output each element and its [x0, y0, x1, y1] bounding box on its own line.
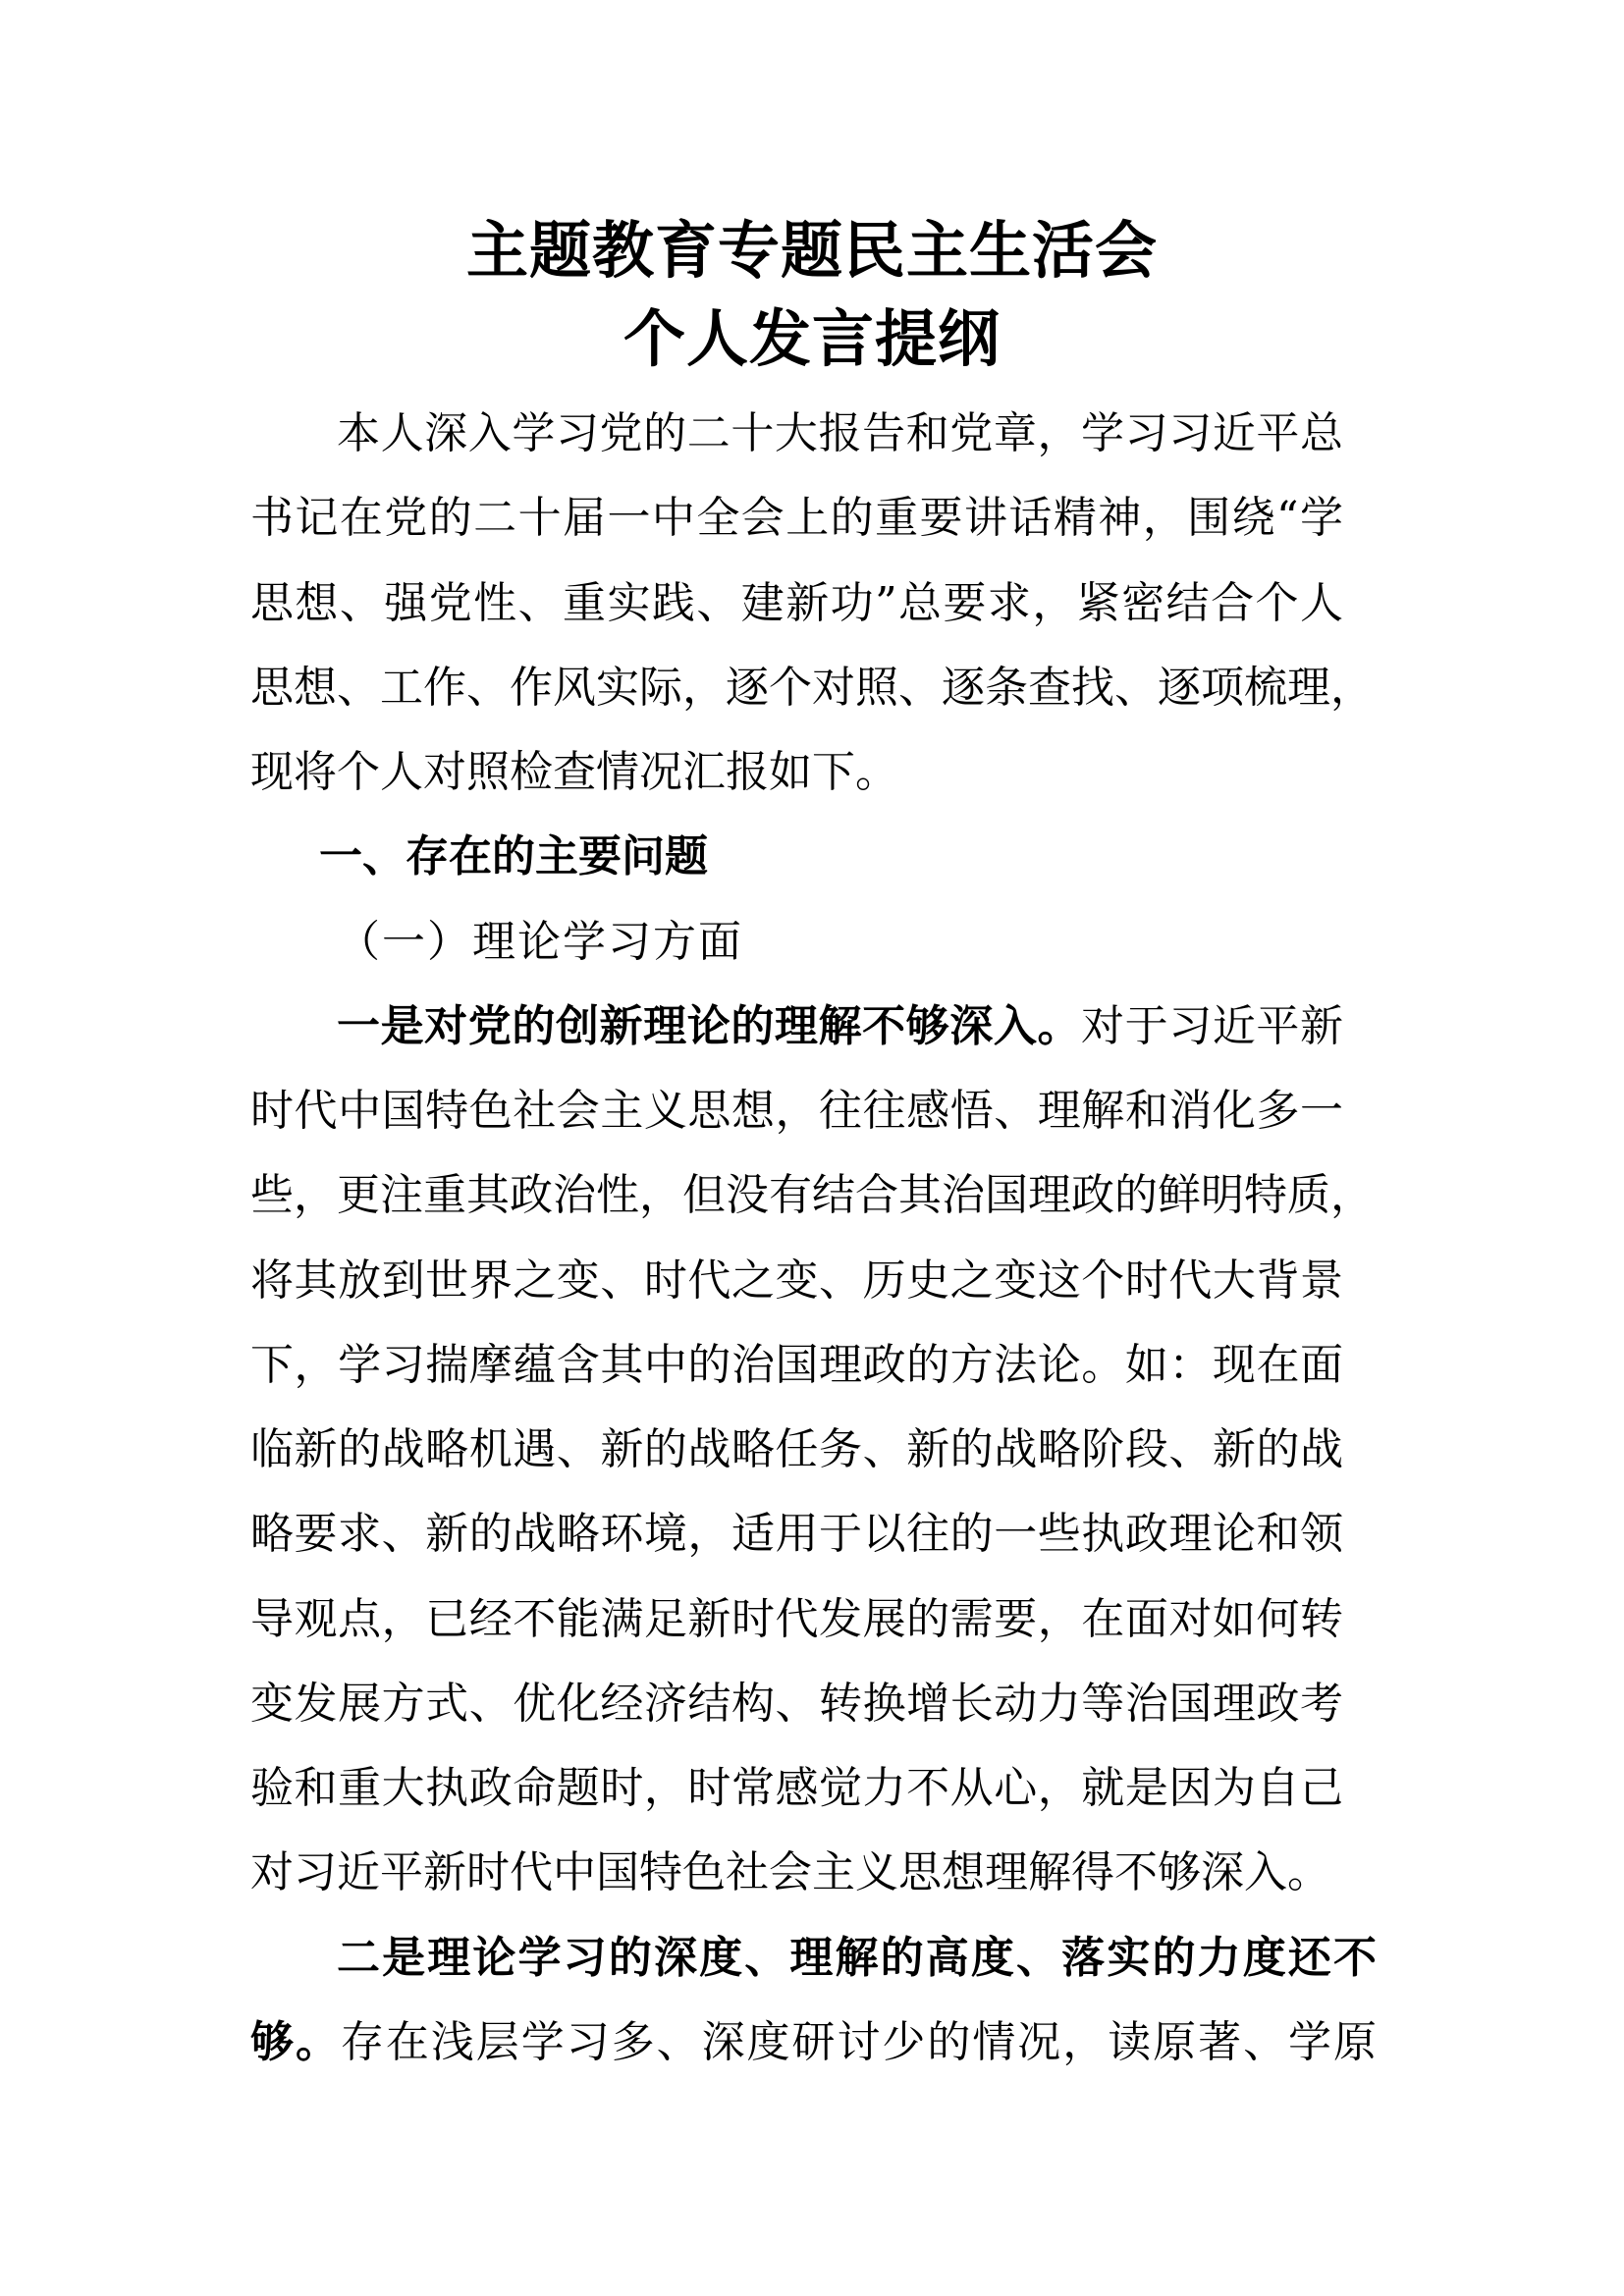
text-line: [250, 2001, 1377, 2085]
text-line: 思想、强党性、重实践、建新功”总要求，紧密结合个人: [250, 577, 1343, 628]
text-line: 时代中国特色社会主义思想，往往感悟、理解和消化多一: [250, 1086, 1343, 1136]
document-title-line-2: 个人发言提纲: [623, 302, 1001, 375]
text-line: [250, 985, 1343, 1069]
document-title-line-1: 主题教育专题民主生活会: [466, 214, 1158, 287]
point-1-text: 对于习近平新: [1081, 1000, 1344, 1051]
text-line: 现将个人对照检查情况汇报如下。: [250, 747, 898, 797]
point-2-paragraph: [250, 1916, 1378, 2086]
section-heading: 一、存在的主要问题: [319, 831, 708, 882]
intro-paragraph: [250, 392, 1374, 815]
document-body: [250, 392, 1378, 2085]
text-line: 本人深入学习党的二十大报告和党章，学习习近平总: [337, 408, 1343, 458]
point-2-lead: 二是理论学习的深度、理解的高度、落实的力度还不: [337, 1932, 1377, 1983]
text-line: 些，更注重其政治性，但没有结合其治国理政的鲜明特质，: [250, 1170, 1374, 1221]
point-1-lead: 一是对党的创新理论的理解不够深入。: [337, 1000, 1082, 1051]
text-line: 下，学习揣摩蕴含其中的治国理政的方法论。如：现在面: [250, 1339, 1343, 1390]
text-line: 将其放到世界之变、时代之变、历史之变这个时代大背景: [250, 1255, 1343, 1306]
point-1-paragraph: [250, 985, 1374, 1916]
text-line: 对习近平新时代中国特色社会主义思想理解得不够深入。: [250, 1847, 1330, 1898]
text-line: 略要求、新的战略环境，适用于以往的一些执政理论和领: [250, 1509, 1343, 1560]
point-2-text: 存在浅层学习多、深度研讨少的情况，读原著、学原: [340, 2016, 1378, 2067]
text-line: 变发展方式、优化经济结构、转换增长动力等治国理政考: [250, 1678, 1343, 1729]
point-2-lead-end: 够。: [250, 2016, 341, 2067]
text-line: 临新的战略机遇、新的战略任务、新的战略阶段、新的战: [250, 1424, 1343, 1474]
text-line: 思想、工作、作风实际，逐个对照、逐条查找、逐项梳理，: [250, 662, 1374, 713]
text-line: 书记在党的二十届一中全会上的重要讲话精神，围绕“学: [250, 493, 1343, 544]
text-line: 验和重大执政命题时，时常感觉力不从心，就是因为自己: [250, 1763, 1343, 1813]
subsection-heading: （一）理论学习方面: [337, 916, 743, 967]
text-line: 导观点，已经不能满足新时代发展的需要，在面对如何转: [250, 1593, 1343, 1644]
